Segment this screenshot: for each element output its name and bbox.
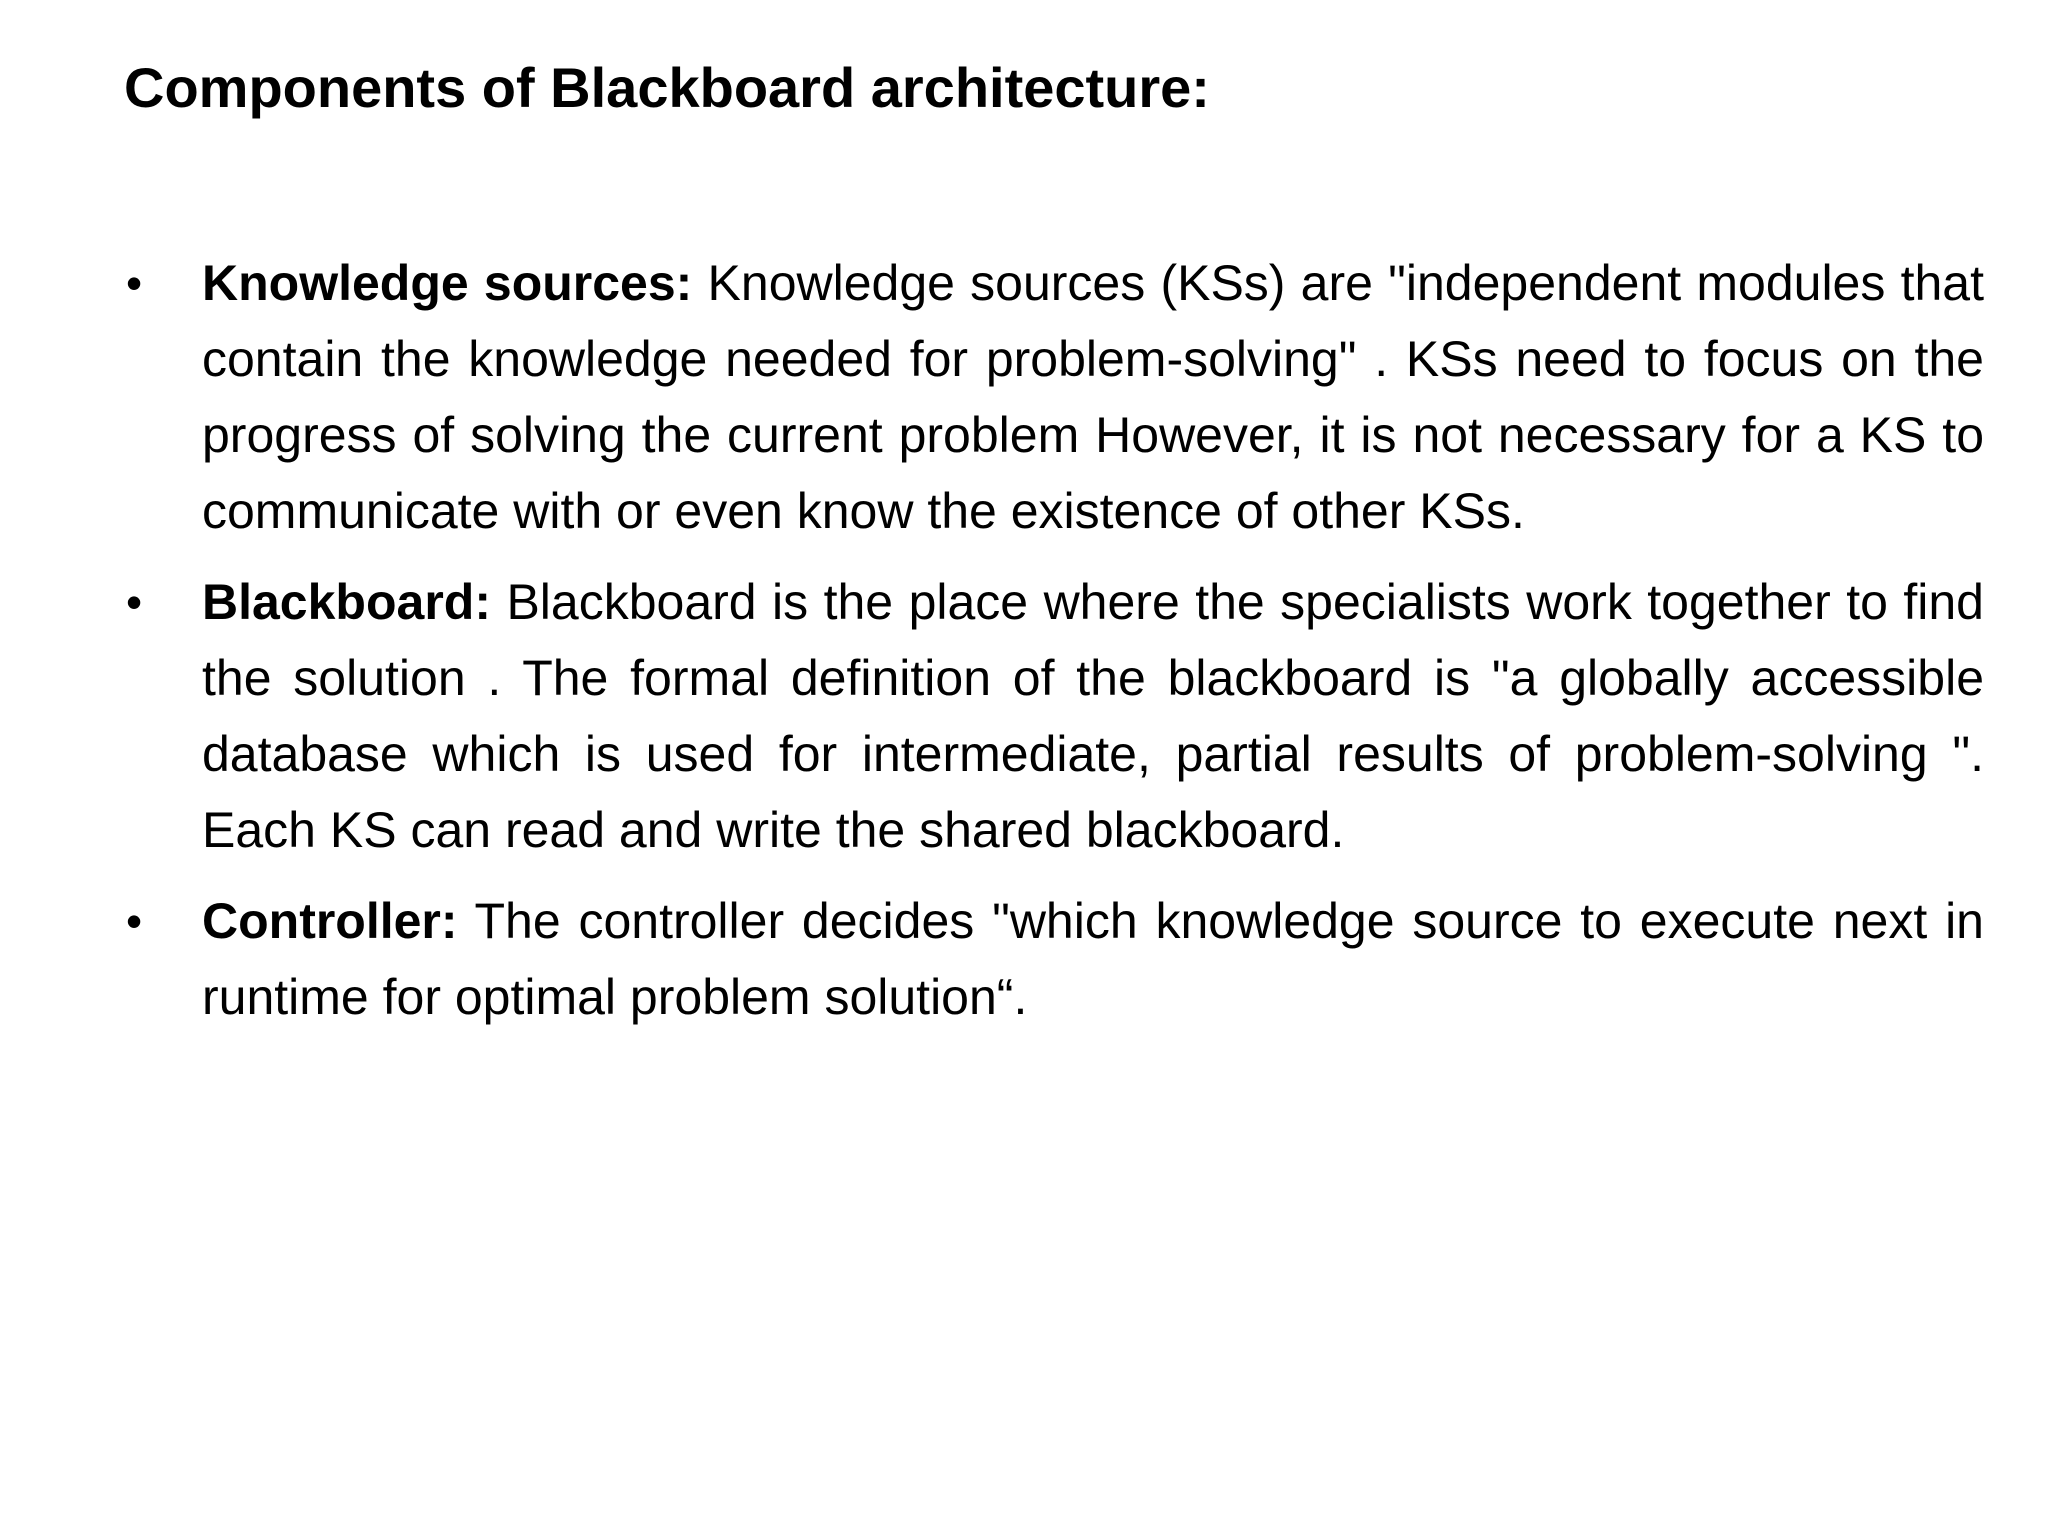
bullet-term: Knowledge sources: (202, 255, 693, 311)
bullet-icon: • (126, 895, 143, 947)
bullet-list (124, 245, 1984, 1050)
bullet-item-blackboard (124, 564, 1984, 868)
bullet-term: Controller: (202, 893, 458, 949)
bullet-icon: • (126, 257, 143, 309)
bullet-item-controller (124, 883, 1984, 1035)
bullet-text: Blackboard is the place where the specialists work together to find the solution . The formal definition of the blackboard is "a globally accessible database which is used for intermediate, partial results of problem-solving ". Each KS can read and write the shared blackboard. (202, 574, 1984, 858)
bullet-text: The controller decides "which knowledge source to execute next in runtime for optimal problem solution“. (202, 893, 1984, 1025)
bullet-term: Blackboard: (202, 574, 491, 630)
bullet-item-knowledge-sources (124, 245, 1984, 549)
bullet-icon: • (126, 576, 143, 628)
slide-title: Components of Blackboard architecture: (124, 56, 1210, 119)
bullet-text: Knowledge sources (KSs) are "independent modules that contain the knowledge needed for problem-solving" . KSs need to focus on the progress of solving the current problem However, it is not necessary for a KS to communicate with or even know the existence of other KSs. (202, 255, 1984, 539)
